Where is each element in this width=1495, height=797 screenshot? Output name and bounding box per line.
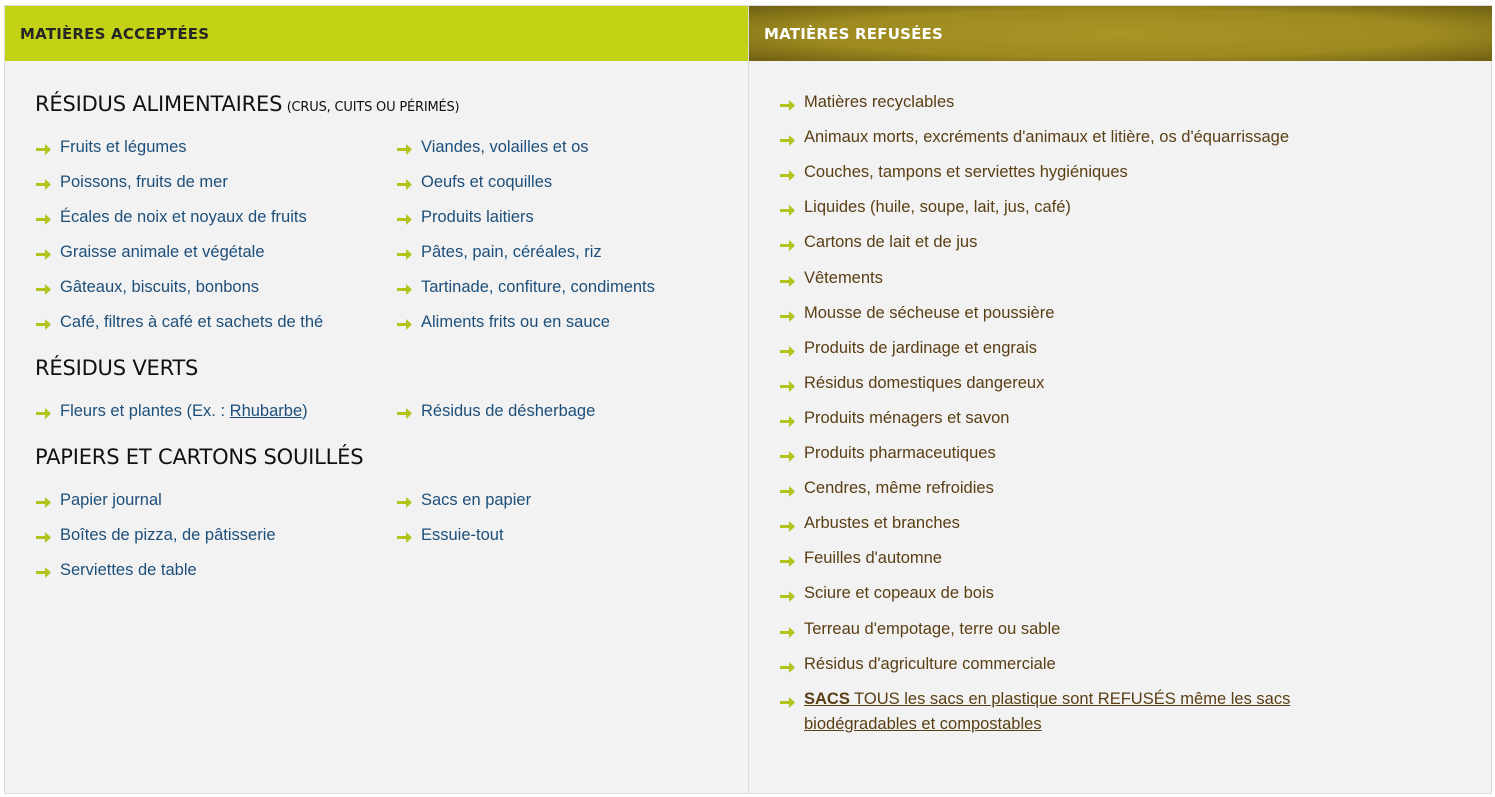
item-label: Couches, tampons et serviettes hygiéniques [804, 163, 1128, 182]
item-label: Tartinade, confiture, condiments [421, 278, 655, 296]
arrow-icon [396, 494, 413, 511]
refused-item [779, 199, 1364, 220]
item-label: Feuilles d'automne [804, 549, 942, 568]
arrow-icon [779, 624, 796, 641]
refused-item [779, 270, 1364, 291]
arrow-icon [35, 564, 52, 581]
arrow-icon [35, 494, 52, 511]
list-item [396, 173, 726, 208]
arrow-icon [35, 405, 52, 422]
arrow-icon [396, 529, 413, 546]
section-title: PAPIERS ET CARTONS SOUILLÉS [35, 445, 364, 469]
item-label: Résidus de désherbage [421, 402, 596, 420]
refused-item [779, 305, 1364, 326]
arrow-icon [779, 132, 796, 149]
list-item [396, 138, 726, 173]
list-item [396, 243, 726, 278]
list-item [396, 402, 726, 437]
food-waste-list [35, 138, 726, 348]
refused-item [779, 621, 1364, 642]
arrow-icon [396, 211, 413, 228]
list-item [396, 491, 726, 526]
list-item [396, 208, 726, 243]
plastic-bags-link[interactable]: SACS TOUS les sacs en plastique sont REFUSÉS même les sacs biodégradables et compostables [804, 689, 1291, 733]
item-label: Sciure et copeaux de bois [804, 584, 994, 603]
refused-item [779, 129, 1364, 150]
section-title: RÉSIDUS VERTS [35, 356, 199, 380]
item-label: Produits de jardinage et engrais [804, 338, 1037, 357]
item-label: Résidus d'agriculture commerciale [804, 654, 1056, 673]
arrow-icon [779, 553, 796, 570]
item-label: Animaux morts, excréments d'animaux et litière, os d'équarrissage [804, 128, 1290, 147]
list-item [35, 208, 396, 243]
arrow-icon [35, 281, 52, 298]
refused-item [779, 480, 1364, 501]
refused-item [779, 234, 1364, 255]
refused-item [779, 94, 1364, 115]
list-item [35, 278, 396, 313]
refused-item [779, 656, 1364, 677]
section-title: RÉSIDUS ALIMENTAIRES [35, 92, 283, 116]
list-item [35, 138, 396, 173]
item-label [804, 687, 1364, 737]
arrow-icon [779, 167, 796, 184]
arrow-icon [396, 141, 413, 158]
item-label: Cendres, même refroidies [804, 479, 994, 498]
arrow-icon [779, 343, 796, 360]
arrow-icon [779, 378, 796, 395]
arrow-icon [779, 588, 796, 605]
refused-item [779, 515, 1364, 536]
arrow-icon [35, 246, 52, 263]
section-food-waste-heading [35, 92, 459, 116]
item-label: Vêtements [804, 268, 883, 287]
arrow-icon [35, 529, 52, 546]
arrow-icon [35, 141, 52, 158]
arrow-icon [35, 316, 52, 333]
arrow-icon [779, 413, 796, 430]
accepted-header: MATIÈRES ACCEPTÉES [5, 6, 748, 61]
refused-item [779, 410, 1364, 431]
list-item [396, 313, 726, 348]
item-label: Terreau d'empotage, terre ou sable [804, 619, 1061, 638]
item-label: Mousse de sécheuse et poussière [804, 303, 1055, 322]
list-item [35, 243, 396, 278]
item-label: Résidus domestiques dangereux [804, 373, 1045, 392]
list-item [35, 402, 396, 437]
arrow-icon [779, 483, 796, 500]
refused-item-sacs [779, 691, 1364, 737]
refused-item [779, 585, 1364, 606]
item-label: Produits pharmaceutiques [804, 444, 996, 462]
refused-item [779, 164, 1364, 185]
refused-item [779, 445, 1364, 466]
refused-header: MATIÈRES REFUSÉES [749, 6, 1492, 61]
item-label: Sacs en papier [421, 491, 532, 509]
item-label: Fleurs et plantes (Ex. : Rhubarbe) [60, 402, 308, 420]
arrow-icon [779, 448, 796, 465]
list-item [35, 173, 396, 208]
item-label: Écales de noix et noyaux de fruits [60, 208, 307, 226]
arrow-icon [779, 273, 796, 290]
arrow-icon [396, 246, 413, 263]
list-item [35, 491, 396, 526]
rhubarbe-link[interactable]: Rhubarbe [229, 402, 303, 420]
item-label: Cartons de lait et de jus [804, 233, 978, 252]
arrow-icon [779, 518, 796, 535]
item-label: Matières recyclables [804, 93, 955, 111]
list-item [35, 313, 396, 348]
item-label: Boîtes de pizza, de pâtisserie [60, 526, 276, 544]
refused-item [779, 550, 1364, 571]
arrow-icon [396, 405, 413, 422]
item-label: Produits ménagers et savon [804, 408, 1010, 427]
arrow-icon [35, 176, 52, 193]
refused-column [748, 6, 1492, 793]
item-label: Aliments frits ou en sauce [421, 313, 610, 331]
item-label: Liquides (huile, soupe, lait, jus, café) [804, 198, 1071, 217]
arrow-icon [35, 211, 52, 228]
section-soiled-paper-heading [35, 445, 363, 469]
green-waste-list [35, 402, 726, 437]
item-label: Oeufs et coquilles [421, 173, 553, 191]
item-label: Papier journal [60, 491, 162, 509]
arrow-icon [396, 316, 413, 333]
arrow-icon [779, 237, 796, 254]
list-item [396, 278, 726, 313]
item-label: Produits laitiers [421, 208, 534, 226]
arrow-icon [779, 308, 796, 325]
arrow-icon [779, 659, 796, 676]
item-label: Café, filtres à café et sachets de thé [60, 313, 324, 331]
refused-item [779, 340, 1364, 361]
item-label: Arbustes et branches [804, 514, 960, 533]
item-label: Essuie-tout [421, 526, 504, 544]
item-label: Fruits et légumes [60, 138, 187, 156]
item-label: Graisse animale et végétale [60, 243, 265, 261]
item-label: Poissons, fruits de mer [60, 173, 228, 191]
list-item [35, 526, 396, 561]
refused-item [779, 375, 1364, 396]
list-item [396, 526, 726, 561]
accepted-column [5, 6, 748, 793]
item-label: Gâteaux, biscuits, bonbons [60, 278, 260, 296]
arrow-icon [779, 97, 796, 114]
list-item [35, 561, 396, 596]
section-green-waste-heading [35, 356, 198, 380]
soiled-paper-list [35, 491, 726, 596]
arrow-icon [396, 281, 413, 298]
item-label: Serviettes de table [60, 561, 197, 579]
materials-table [4, 5, 1492, 794]
arrow-icon [779, 694, 796, 711]
section-subtitle: (CRUS, CUITS OU PÉRIMÉS) [286, 100, 460, 115]
item-label: Pâtes, pain, céréales, riz [421, 243, 602, 261]
arrow-icon [779, 202, 796, 219]
item-label: Viandes, volailles et os [421, 138, 589, 156]
arrow-icon [396, 176, 413, 193]
